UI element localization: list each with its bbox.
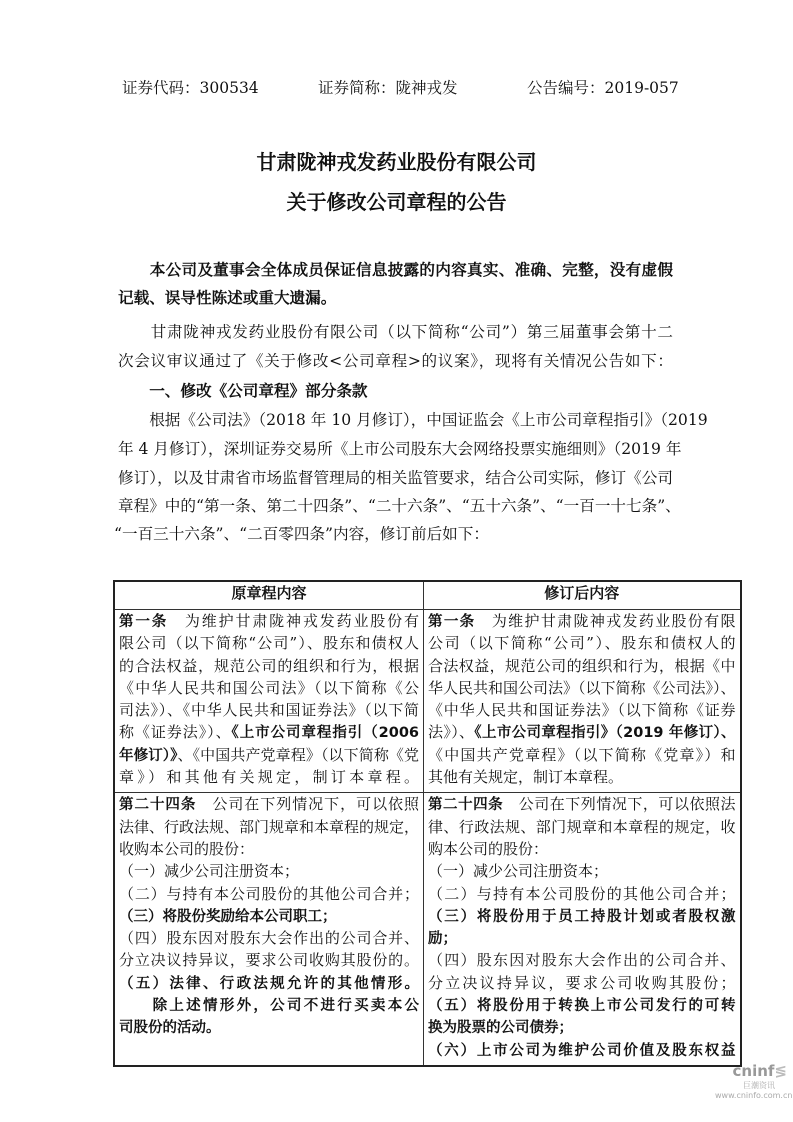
text-segment: 《中华人民共和国证券法》（以下简称《证券 <box>428 701 736 720</box>
cell-line <box>119 699 419 721</box>
revised-content-cell <box>424 793 741 1066</box>
text-segment: 第一条 <box>119 614 169 630</box>
cell-line <box>428 655 736 677</box>
text-segment: （五）将股份用于转换上市公司发行的可转 <box>428 998 736 1015</box>
revised-content-cell <box>424 610 741 793</box>
text-segment: 年修订）》 <box>119 747 178 764</box>
cell-line <box>119 721 419 743</box>
text-segment: 法律、行政法规、部门规章和本章程的规定， <box>119 817 420 836</box>
table-row <box>114 793 741 1066</box>
cell-line <box>119 816 419 838</box>
text-segment: 为维护甘肃陇神戎发药业股份有 <box>168 612 420 630</box>
text-segment: 《中国共产党章程》（以下简称《党章》）和 <box>428 745 736 764</box>
cell-line <box>428 766 736 788</box>
text-segment: 章》）和其他有关规定，制订本章程。 <box>119 768 420 787</box>
cell-line <box>119 994 419 1016</box>
paragraph-line: 次会议审议通过了《关于修改<公司章程>的议案》，现将有关情况公告如下： <box>118 352 673 370</box>
paragraph-line: 甘肃陇神戎发药业股份有限公司（以下简称“公司”）第三届董事会第十二 <box>118 323 673 341</box>
text-segment: 第二十四条 <box>428 797 504 814</box>
text-segment: （四）股东因对股东大会作出的公司合并、 <box>119 929 420 948</box>
cell-line <box>119 1016 419 1038</box>
cell-line <box>119 677 419 699</box>
security-short-name: 证券简称：陇神戎发 <box>318 79 458 97</box>
cell-line <box>428 838 736 860</box>
cell-line <box>428 632 736 654</box>
cell-line <box>428 860 736 882</box>
cell-line <box>119 905 419 927</box>
table-row <box>114 610 741 793</box>
text-segment: （二）与持有本公司股份的其他公司合并； <box>428 884 736 903</box>
cell-line <box>119 766 419 788</box>
text-segment: （六）上市公司为维护公司价值及股东权益 <box>428 1042 736 1059</box>
cell-line <box>428 610 736 632</box>
cell-line <box>119 949 419 971</box>
paragraph-line: 记载、误导性陈述或重大遗漏。 <box>118 289 337 307</box>
company-title: 甘肃陇神戎发药业股份有限公司 <box>256 150 537 174</box>
text-segment: 称《证券法》）、 <box>119 723 232 742</box>
text-segment: 其他有关规定，制订本章程。 <box>428 768 624 787</box>
text-segment: （一）减少公司注册资本； <box>119 862 300 881</box>
text-segment: 第二十四条 <box>119 797 197 814</box>
cell-line <box>428 905 736 927</box>
cell-line <box>119 610 419 632</box>
cell-line <box>119 860 419 882</box>
amendment-table <box>113 580 742 1067</box>
cell-line <box>428 972 736 994</box>
cell-line <box>428 699 736 721</box>
cninfo-watermark-logo: cninf≶ 巨潮资讯 www.cninfo.com.cn <box>715 1062 793 1100</box>
text-segment: 收购本公司的股份： <box>119 839 255 858</box>
cell-line <box>119 793 419 815</box>
text-segment: （三）将股份奖励给本公司职工； <box>119 908 337 925</box>
text-segment: （四）股东因对股东大会作出的公司合并、 <box>428 951 736 970</box>
text-segment: 购本公司的股份： <box>428 839 549 858</box>
text-segment: 司法》）、《中华人民共和国证券法》（以下简 <box>119 701 420 720</box>
text-segment: 司股份的活动。 <box>119 1020 221 1037</box>
cell-line <box>119 838 419 860</box>
security-code: 证券代码：300534 <box>122 79 259 97</box>
cell-line <box>428 744 736 766</box>
text-segment: （五）法律、行政法规允许的其他情形。 <box>119 975 420 992</box>
text-segment: 律、行政法规、部门规章和本章程的规定，收 <box>428 817 736 836</box>
text-segment: 《上市公司章程指引（2006 <box>231 725 420 742</box>
text-segment: 公司在下列情况下，可以依照法 <box>503 795 736 814</box>
paragraph-line: 根据《公司法》（2018 年 10 月修订），中国证监会《上市公司章程指引》（2019 <box>118 411 708 429</box>
text-segment: 为维护甘肃陇神戎发药业股份有限 <box>475 612 736 630</box>
text-segment: 合法权益，规范公司的组织和行为，根据《中 <box>428 656 736 675</box>
cell-line <box>428 721 736 743</box>
cell-line <box>428 994 736 1016</box>
text-segment: 除上述情形外，公司不进行买卖本公 <box>119 998 420 1015</box>
paragraph-line: 年 4 月修订），深圳证券交易所《上市公司股东大会网络投票实施细则》（2019 年 <box>118 440 682 458</box>
cell-line <box>428 1016 736 1038</box>
text-segment: 公司（以下简称“公司”）、股东和债权人的 <box>428 634 736 653</box>
announcement-title: 关于修改公司章程的公告 <box>286 190 507 214</box>
text-segment: 华人民共和国公司法》（以下简称《公司法》）、 <box>428 678 736 697</box>
text-segment: 《中华人民共和国公司法》（以下简称《公 <box>119 678 420 697</box>
cell-line <box>119 927 419 949</box>
paragraph-line: 修订），以及甘肃省市场监督管理局的相关监管要求，结合公司实际，修订《公司 <box>118 469 673 487</box>
text-segment: （一）减少公司注册资本； <box>428 862 609 881</box>
original-content-cell <box>114 793 424 1066</box>
text-segment: 的合法权益，规范公司的组织和行为，根据 <box>119 656 420 675</box>
cell-line <box>428 883 736 905</box>
column-header-original: 原章程内容 <box>114 581 424 610</box>
text-segment: 分立决议持异议，要求公司收购其股份的。 <box>119 951 420 970</box>
text-segment: 、《中国共产党章程》（以下简称《党 <box>177 745 420 764</box>
cell-line <box>428 927 736 949</box>
text-segment: 公司在下列情况下，可以依照 <box>196 795 420 814</box>
text-segment: （二）与持有本公司股份的其他公司合并； <box>119 884 420 903</box>
cell-line <box>428 1039 736 1061</box>
text-segment: 励； <box>428 931 458 948</box>
text-segment: 法》）、 <box>428 723 475 742</box>
text-segment: （三）将股份用于员工持股计划或者股权激 <box>428 908 736 925</box>
text-segment: 限公司（以下简称“公司”）、股东和债权人 <box>119 634 420 653</box>
cell-line <box>428 816 736 838</box>
text-segment: 分立决议持异议，要求公司收购其股份； <box>428 973 736 992</box>
original-content-cell <box>114 610 424 793</box>
text-segment: 《上市公司章程指引》（2019 年修订）、 <box>474 725 736 742</box>
announcement-number: 公告编号：2019-057 <box>527 79 679 97</box>
cell-line <box>428 949 736 971</box>
cell-line <box>428 677 736 699</box>
cell-line <box>428 793 736 815</box>
cell-line <box>119 744 419 766</box>
cell-line <box>119 655 419 677</box>
cell-line <box>119 883 419 905</box>
text-segment: 第一条 <box>428 614 476 630</box>
paragraph-line: “一百三十六条”、“二百零四条”内容，修订前后如下： <box>114 525 489 543</box>
paragraph-line: 本公司及董事会全体成员保证信息披露的内容真实、准确、完整，没有虚假 <box>118 261 673 279</box>
column-header-revised: 修订后内容 <box>424 581 741 610</box>
cell-line <box>119 972 419 994</box>
text-segment: 换为股票的公司债券； <box>428 1020 574 1037</box>
cell-line <box>119 632 419 654</box>
paragraph-line: 章程》中的“第一条、第二十四条”、“二十六条”、“五十六条”、“一百一十七条”、 <box>118 497 681 515</box>
section-heading: 一、修改《公司章程》部分条款 <box>118 382 368 400</box>
